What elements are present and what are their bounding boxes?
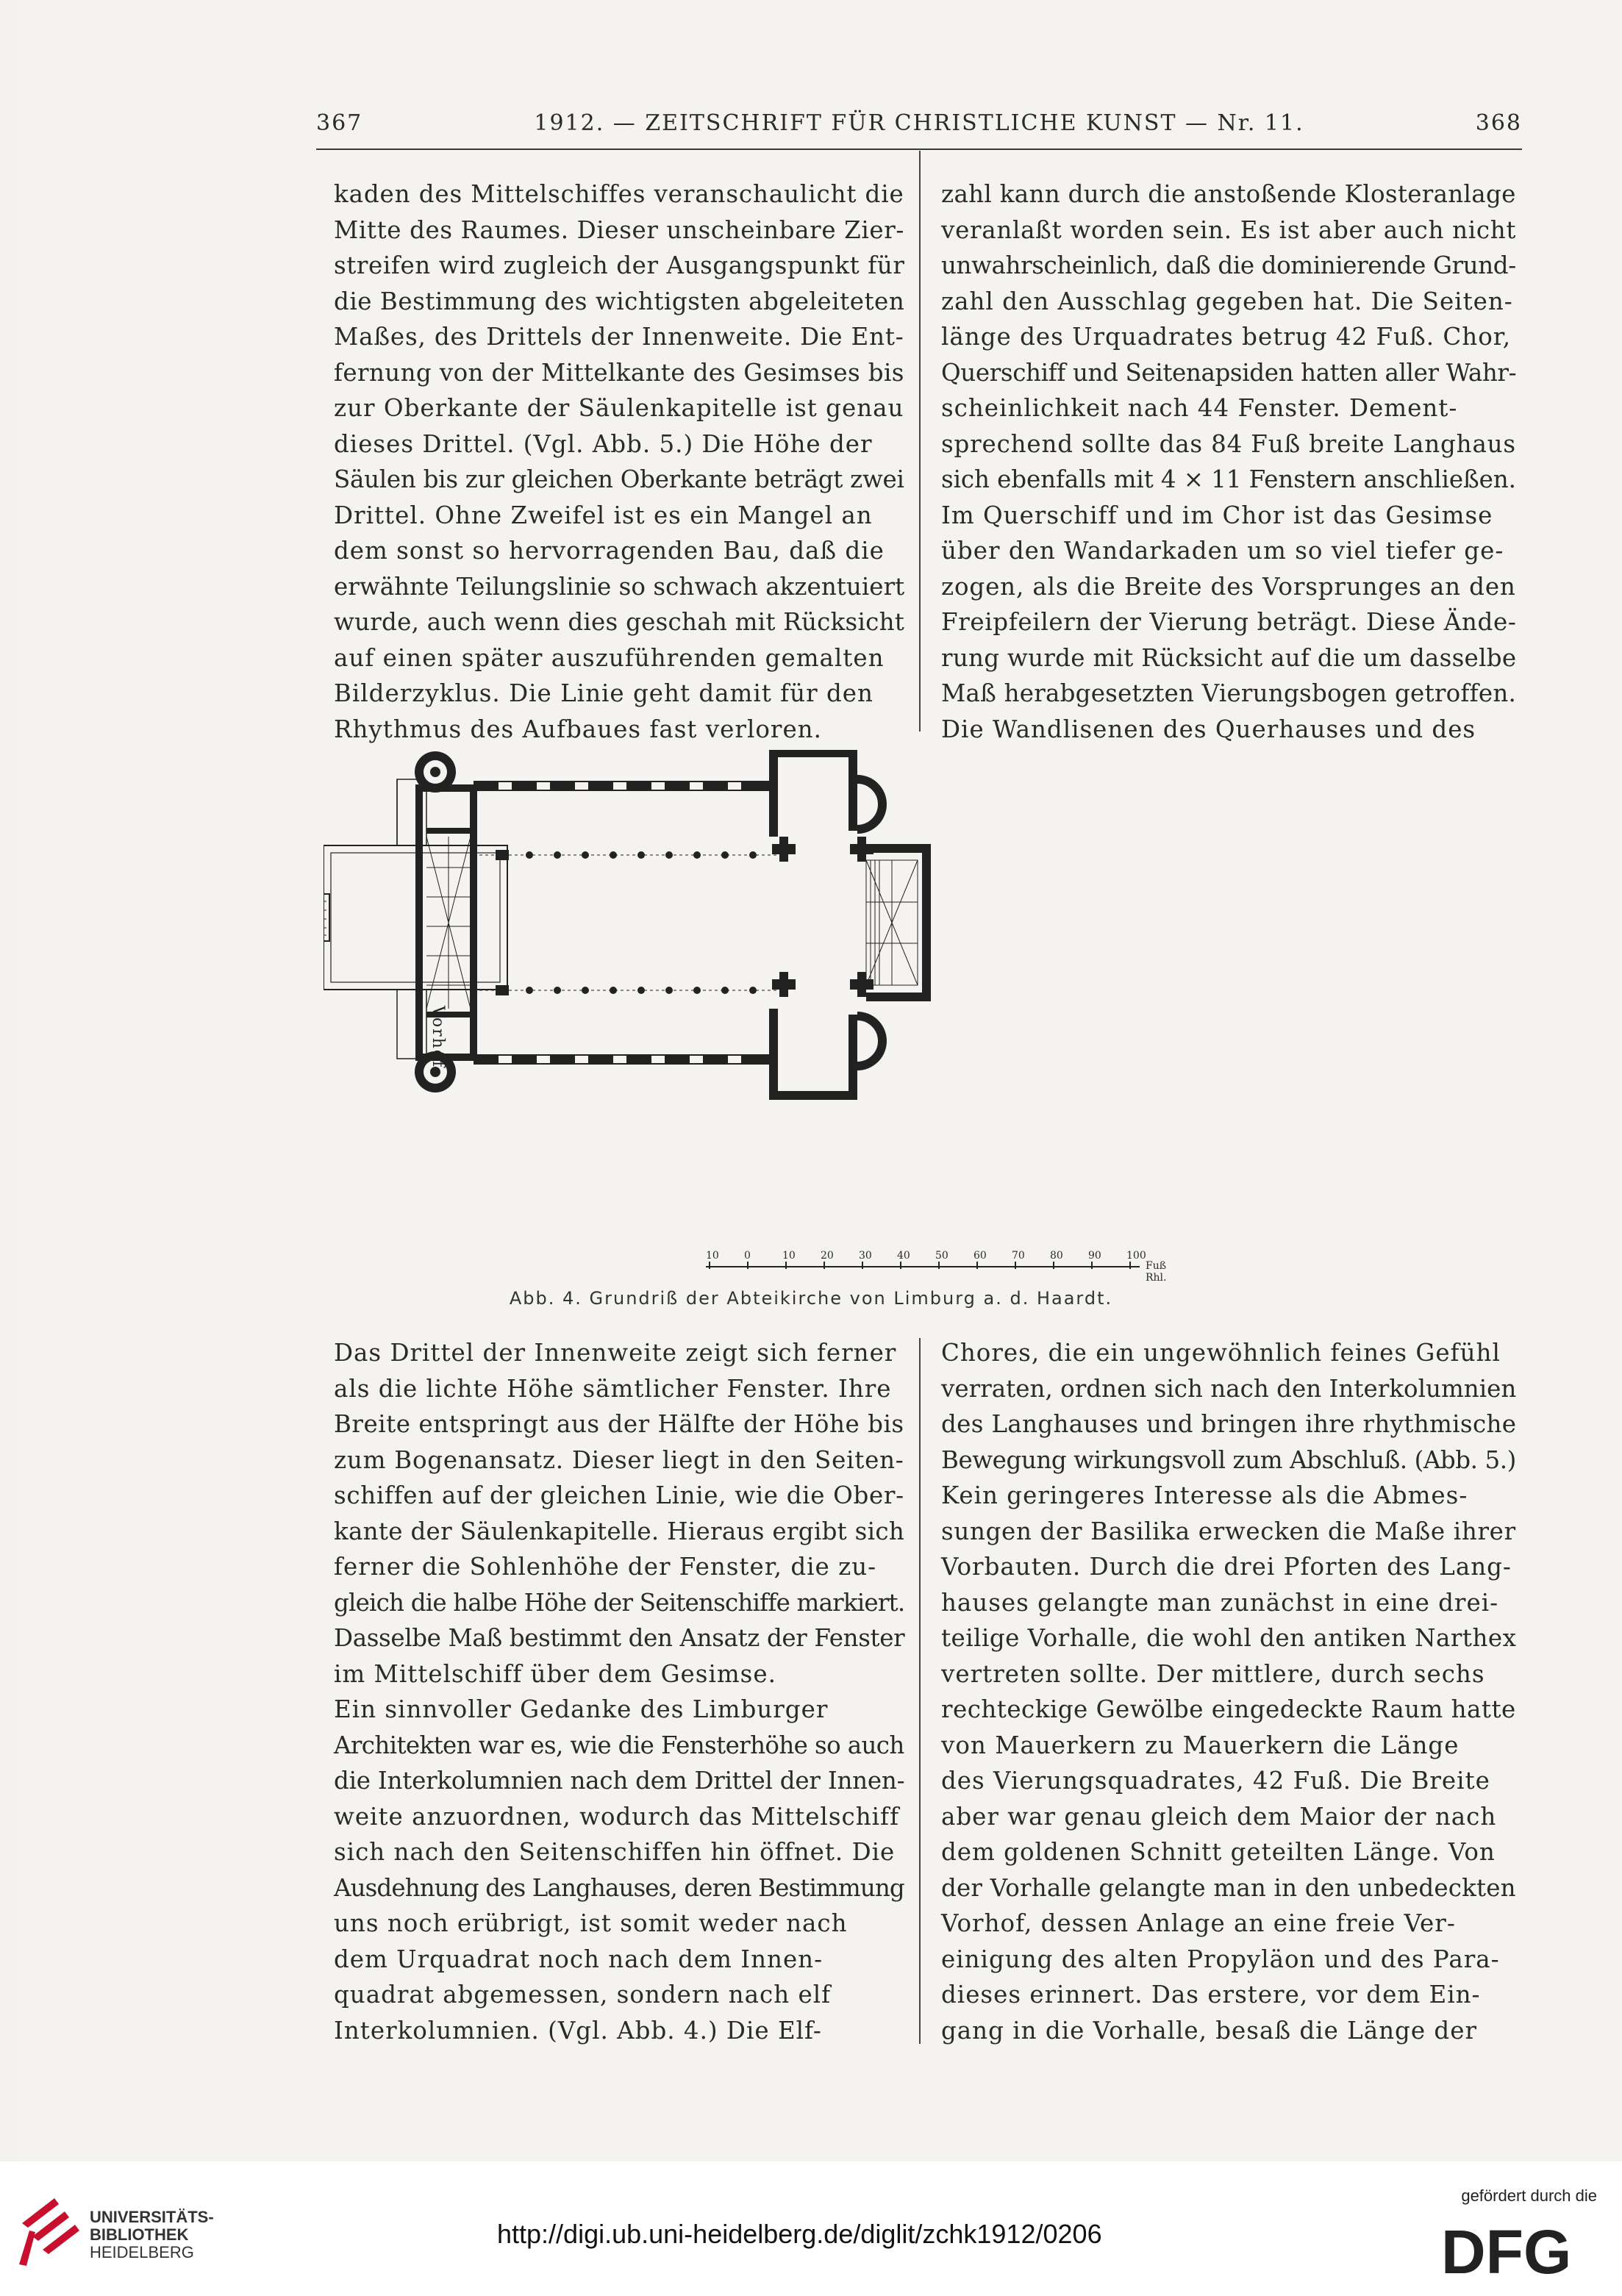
- funder-label: gefördert durch die: [1461, 2186, 1597, 2205]
- text-line: von Mauerkern zu Mauerkern die Länge: [941, 1731, 1460, 1759]
- text-line: länge des Urquadrates betrug 42 Fuß. Chor,: [941, 323, 1512, 351]
- scale-tick-label: 80: [1050, 1250, 1063, 1262]
- scale-tick: [900, 1262, 901, 1269]
- text-line: die Bestimmung des wichtigsten abgeleiteten: [334, 287, 905, 315]
- text-line: Chores, die ein ungewöhnlich feines Gefühl: [941, 1339, 1501, 1367]
- text-line: sprechend sollte das 84 Fuß breite Langhaus: [941, 429, 1516, 458]
- text-line: des Langhauses und bringen ihre rhythmische: [941, 1410, 1517, 1438]
- scale-tick: [709, 1262, 710, 1269]
- library-line-2: BIBLIOTHEK: [90, 2225, 189, 2244]
- text-line: über den Wandarkaden um so viel tiefer ge-: [941, 537, 1504, 565]
- scale-tick: [785, 1262, 787, 1269]
- text-line: sungen der Basilika erwecken die Maße ihrer: [941, 1517, 1516, 1545]
- text-line: rung wurde mit Rücksicht auf die um dasselbe: [941, 643, 1517, 672]
- scale-tick-label: 70: [1012, 1250, 1025, 1262]
- source-url-link[interactable]: http://digi.ub.uni-heidelberg.de/diglit/zchk1912/0206: [497, 2219, 1102, 2249]
- text-line: Kein geringeres Interesse als die Abmes-: [941, 1481, 1468, 1509]
- text-line: fernung von der Mittelkante des Gesimses bis: [334, 358, 904, 387]
- text-line: dem goldenen Schnitt geteilten Länge. Von: [941, 1838, 1496, 1866]
- text-line: einigung des alten Propyläon und des Para-: [941, 1945, 1500, 1973]
- top-left-column: [334, 176, 904, 747]
- library-line-3: HEIDELBERG: [90, 2243, 194, 2261]
- scale-tick-label: 10: [782, 1250, 796, 1262]
- text-line: hauses gelangte man zunächst in eine drei-: [941, 1588, 1499, 1617]
- scale-tick: [1053, 1262, 1054, 1269]
- scale-tick: [938, 1262, 940, 1269]
- text-line: dem sonst so hervorragenden Bau, daß die: [334, 537, 885, 565]
- text-line: dem Urquadrat noch nach dem Innen-: [334, 1945, 823, 1973]
- text-line: unwahrscheinlich, daß die dominierende Grund-: [941, 251, 1516, 279]
- scale-tick-label: 20: [821, 1250, 834, 1262]
- text-line: Im Querschiff und im Chor ist das Gesimse: [941, 501, 1493, 529]
- scale-tick: [1015, 1262, 1016, 1269]
- text-line: der Vorhalle gelangte man in den unbedeckten: [941, 1873, 1516, 1902]
- text-line: Säulen bis zur gleichen Oberkante beträgt zwei: [334, 465, 904, 493]
- running-header: [316, 110, 1522, 150]
- text-line: ferner die Sohlenhöhe der Fenster, die zu-: [334, 1553, 877, 1581]
- scale-labels: [706, 1250, 1146, 1265]
- page-number-right: 368: [1475, 110, 1522, 136]
- text-line: Bilderzyklus. Die Linie geht damit für den: [334, 679, 873, 707]
- text-line: dieses erinnert. Das erstere, vor dem Ein-: [941, 1981, 1481, 2009]
- scale-tick-label: 50: [935, 1250, 948, 1262]
- text-line: Vorhof, dessen Anlage an eine freie Ver-: [941, 1909, 1456, 1937]
- text-line: Architekten war es, wie die Fensterhöhe so auch: [334, 1731, 904, 1759]
- scale-bar: [706, 1250, 1167, 1284]
- scale-tick: [1129, 1262, 1131, 1269]
- text-line: Die Wandlisenen des Querhauses und des: [941, 715, 1476, 743]
- text-line: sich ebenfalls mit 4 × 11 Fenstern anschließen.: [941, 465, 1516, 493]
- transept: [768, 753, 853, 1095]
- figure-caption: Abb. 4. Grundriß der Abteikirche von Limburg a. d. Haardt.: [509, 1288, 1113, 1309]
- text-line: teilige Vorhalle, die wohl den antiken Narthex: [941, 1624, 1517, 1652]
- dfg-logo-text: DFG: [1441, 2220, 1572, 2279]
- text-line: zahl kann durch die anstoßende Klosteranlage: [941, 180, 1516, 208]
- text-line: Bewegung wirkungsvoll zum Abschluß. (Abb. 5.): [941, 1445, 1516, 1474]
- text-line: Maß herabgesetzten Vierungsbogen getroffen.: [941, 679, 1517, 707]
- scale-tick-label: 10: [706, 1250, 719, 1262]
- text-line: schiffen auf der gleichen Linie, wie die Ober-: [334, 1481, 904, 1509]
- text-line: Mitte des Raumes. Dieser unscheinbare Zier-: [334, 215, 905, 244]
- bottom-left-column: [334, 1335, 904, 2048]
- text-line: Rhythmus des Aufbaues fast verloren.: [334, 715, 822, 743]
- text-line: die Interkolumnien nach dem Drittel der Innen-: [334, 1767, 905, 1795]
- text-line: Breite entspringt aus der Hälfte der Höhe bis: [334, 1410, 904, 1438]
- text-line: veranlaßt worden sein. Es ist aber auch nicht: [941, 215, 1517, 244]
- page-number-left: 367: [316, 110, 363, 136]
- library-logo-icon: [15, 2194, 79, 2269]
- crossing-piers: [772, 837, 873, 997]
- scale-tick: [976, 1262, 978, 1269]
- text-line: im Mittelschiff über dem Gesimse.: [334, 1659, 776, 1688]
- text-line: Das Drittel der Innenweite zeigt sich ferner: [334, 1339, 897, 1367]
- choir-steps: [871, 860, 879, 985]
- text-line: zogen, als die Breite des Vorsprunges an den: [941, 572, 1516, 601]
- library-name: [90, 2209, 214, 2261]
- text-line: Freipfeilern der Vierung beträgt. Diese Ände-: [941, 608, 1517, 636]
- text-line: Ausdehnung des Langhauses, deren Bestimmung: [334, 1873, 904, 1902]
- text-line: gang in die Vorhalle, besaß die Länge der: [941, 2016, 1477, 2045]
- text-line: quadrat abgemessen, sondern nach elf: [334, 1981, 832, 2009]
- text-line: aber war genau gleich dem Maior der nach: [941, 1802, 1497, 1831]
- text-line: verraten, ordnen sich nach den Interkolumnien: [941, 1374, 1517, 1403]
- floor-plan-figure: [324, 750, 1515, 1323]
- side-apse-north: [857, 779, 882, 829]
- scale-tick: [862, 1262, 863, 1269]
- column-rule-bottom: [919, 1338, 921, 2044]
- bottom-right-column: [941, 1335, 1516, 2048]
- scale-tick-label: 60: [973, 1250, 987, 1262]
- text-line: vertreten sollte. Der mittlere, durch sechs: [941, 1659, 1485, 1688]
- text-line: kaden des Mittelschiffes veranschaulicht die: [334, 180, 904, 208]
- nave-walls: [474, 781, 768, 1065]
- text-line: zahl den Ausschlag gegeben hat. Die Seiten-: [941, 287, 1513, 315]
- text-line: scheinlichkeit nach 44 Fenster. Dement-: [941, 394, 1458, 422]
- scale-tick: [1091, 1262, 1093, 1269]
- text-line: dieses Drittel. (Vgl. Abb. 5.) Die Höhe der: [334, 429, 873, 458]
- dfg-logo: [1441, 2220, 1603, 2279]
- scale-unit: Fuß Rhl.: [1146, 1260, 1167, 1284]
- top-right-column: [941, 176, 1516, 747]
- side-apse-south: [857, 1016, 882, 1066]
- scale-tick-label: 30: [859, 1250, 872, 1262]
- scale-tick-label: 40: [897, 1250, 910, 1262]
- column-rule-top: [919, 151, 921, 732]
- text-line: weite anzuordnen, wodurch das Mittelschiff: [334, 1802, 900, 1831]
- text-line: zum Bogenansatz. Dieser liegt in den Seiten-: [334, 1445, 904, 1474]
- scale-tick: [747, 1262, 749, 1269]
- text-line: des Vierungsquadrates, 42 Fuß. Die Breite: [941, 1767, 1490, 1795]
- text-line: gleich die halbe Höhe der Seitenschiffe markiert.: [334, 1588, 905, 1617]
- journal-title: 1912. — ZEITSCHRIFT FÜR CHRISTLICHE KUNST — Nr. 11.: [534, 110, 1304, 136]
- text-line: erwähnte Teilungslinie so schwach akzentuiert: [334, 572, 905, 601]
- scale-tick: [823, 1262, 825, 1269]
- text-line: als die lichte Höhe sämtlicher Fenster. Ihre: [334, 1374, 892, 1403]
- text-line: Interkolumnien. (Vgl. Abb. 4.) Die Elf-: [334, 2016, 822, 2045]
- text-line: Querschiff und Seitenapsiden hatten aller Wahr-: [941, 358, 1517, 387]
- text-line: wurde, auch wenn dies geschah mit Rücksicht: [334, 608, 905, 636]
- text-line: Dasselbe Maß bestimmt den Ansatz der Fenster: [334, 1624, 905, 1652]
- scale-tick-label: 100: [1126, 1250, 1146, 1262]
- scale-tick-label: 0: [744, 1250, 751, 1262]
- vorhof-label: Vorhof.: [429, 1006, 447, 1075]
- text-line: Maßes, des Drittels der Innenweite. Die Ent-: [334, 323, 904, 351]
- text-line: Ein sinnvoller Gedanke des Limburger: [334, 1695, 829, 1723]
- text-line: Drittel. Ohne Zweifel ist es ein Mangel an: [334, 501, 873, 529]
- scale-tick-label: 90: [1088, 1250, 1101, 1262]
- text-line: uns noch erübrigt, ist somit weder nach: [334, 1909, 848, 1937]
- text-line: rechteckige Gewölbe eingedeckte Raum hatte: [941, 1695, 1516, 1723]
- text-line: sich nach den Seitenschiffen hin öffnet. Die: [334, 1838, 896, 1866]
- text-line: kante der Säulenkapitelle. Hieraus ergibt sich: [334, 1517, 905, 1545]
- text-line: Vorbauten. Durch die drei Pforten des Lang-: [941, 1553, 1512, 1581]
- text-line: streifen wird zugleich der Ausgangspunkt für: [334, 251, 905, 279]
- nave-window-gaps: [499, 782, 741, 1063]
- text-line: auf einen später auszuführenden gemalten: [334, 643, 885, 672]
- library-line-1: UNIVERSITÄTS-: [90, 2208, 214, 2226]
- text-line: zur Oberkante der Säulenkapitelle ist genau: [334, 394, 904, 422]
